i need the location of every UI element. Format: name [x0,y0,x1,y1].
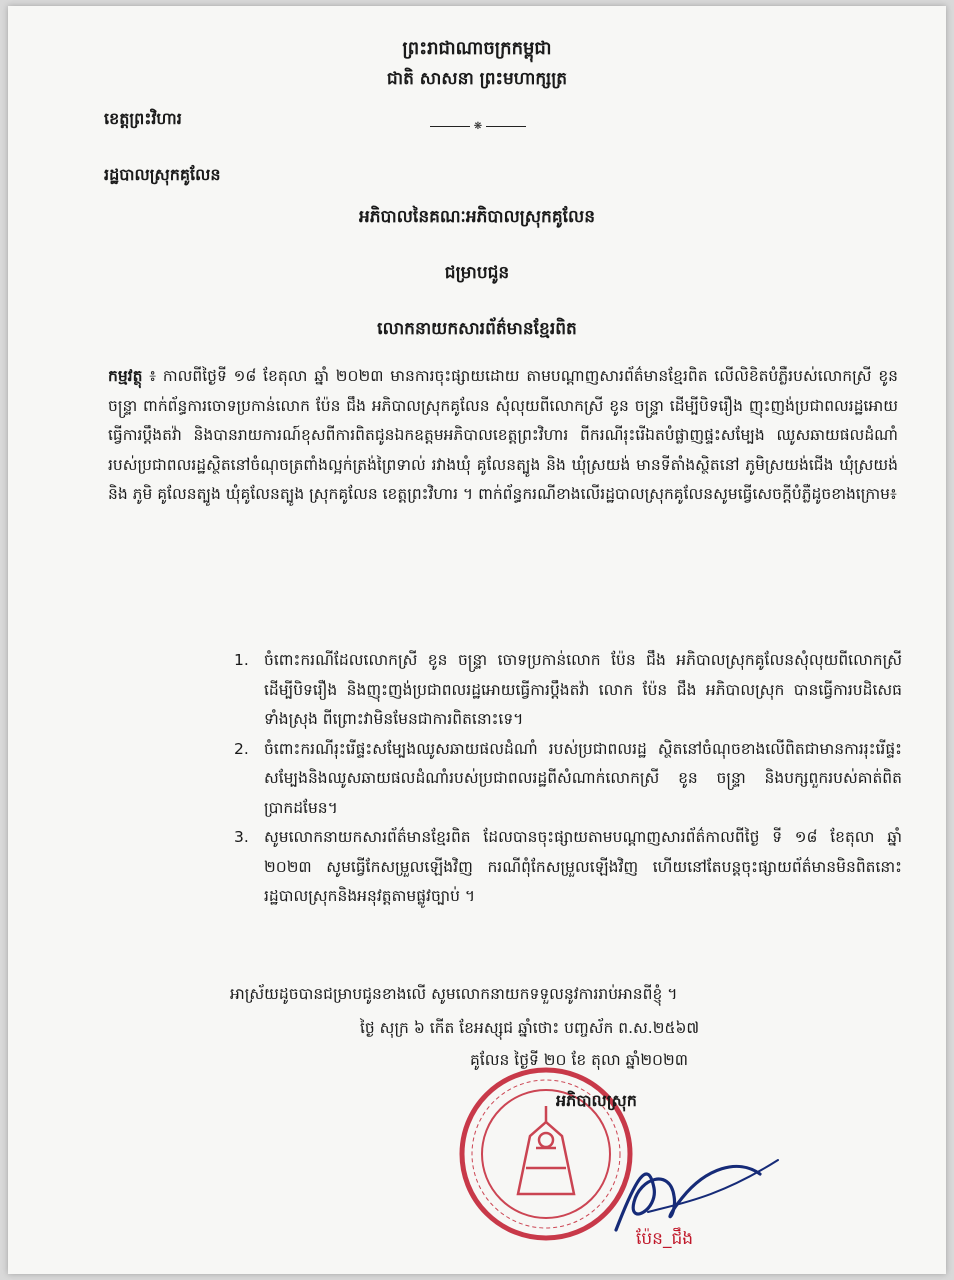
sender-administration: រដ្ឋបាលស្រុកគូលែន [104,165,221,184]
recipient: លោកនាយកសារព័ត៌មានខ្មែរពិត [377,319,577,339]
list-item-number: 3. [234,828,249,846]
gregorian-date: គូលែន ថ្ងៃទី ២០ ខែ តុលា ឆ្នាំ២០២៣ [470,1051,689,1069]
list-item-text: សូមលោកនាយកសារព័ត៌មានខ្មែរពិត ដែលបានចុះផ្សាយតាមបណ្តាញសារព័ត៌កាលពីថ្ងៃ ទី ១៨ ខែតុលា ឆ្នាំ ២០២៣ សូមធ្វើកែសម្រួលឡើងវិញ ករណីពុំកែសម្រួលឡើងវិញ ហើយនៅតែបន្តចុះផ្សាយព័ត៌មានមិនពិតនោះ រដ្ឋបាលស្រុកនិងអនុវត្តតាមផ្លូវច្បាប់ ។ [264,828,902,905]
lunar-date: ថ្ងៃ សុក្រ ៦ កើត ខែអស្សុជ ឆ្នាំថោះ បញ្ចស័ក ព.ស.២៥៦៧ [360,1019,700,1037]
list-item [234,735,902,824]
document-page [8,6,946,1274]
list-item-number: 2. [234,739,249,758]
kingdom-title: ព្រះរាជាណាចក្រកម្ពុជា [402,38,552,59]
from-line: អភិបាលនៃគណៈអភិបាលស្រុកគូលែន [358,207,596,227]
list-item [234,646,902,735]
list-item-text: ចំពោះករណីដែលលោកស្រី ខូន ចន្ទ្រា ចោទប្រកាន់លោក ប៉ែន ជឹង អភិបាលស្រុកគូលែនសុំលុយពីលោកស្រី ដើម្បីបិទរឿង និងញុះញង់ប្រជាពលរដ្ឋអោយធ្វើការប្តឹងតវ៉ា លោក ប៉ែន ជឹង អភិបាលស្រុក បានធ្វើការបដិសេធទាំងស្រុង ពីព្រោះវាមិនមែនជាការពិតនោះទេ។ [264,651,902,728]
list-item-text: ចំពោះករណីរុះរើផ្ទះសម្បែងឈូសឆាយផលដំណាំ របស់ប្រជាពលរដ្ឋ ស្ថិតនៅចំណុចខាងលើពិតជាមានការរុះរើផ្ទះសម្បែងនិងឈូសឆាយផលដំណាំរបស់ប្រជាពលរដ្ឋពីសំណាក់លោកស្រី ខូន ចន្ទ្រា និងបក្សពួករបស់គាត់ពិតប្រាកដមែន។ [264,739,902,817]
sender-province: ខេត្តព្រះវិហារ [104,109,182,128]
to-label: ជម្រាបជូន [444,263,510,283]
signer-name: ប៉ែន_ជឹង [636,1229,694,1249]
closing-line: អាស្រ័យដូចបានជម្រាបជូនខាងលើ សូមលោកនាយកទទួលនូវការរាប់អានពីខ្ញុំ ។ [230,985,678,1003]
subject-text: ៖ កាលពីថ្ងៃទី ១៨ ខែតុលា ឆ្នាំ ២០២៣ មានការចុះផ្សាយដោយ តាមបណ្តាញសារព័ត៌មានខ្មែរពិត លើលិខិតបំភ្លឺរបស់លោកស្រី ខូន ចន្ទ្រា ពាក់ព័ន្ធការចោទប្រកាន់លោក ប៉ែន ជឹង អភិបាលស្រុកគូលែន សុំលុយពីលោកស្រី ខូន ចន្ទ្រា ដើម្បីបិទរឿង ញុះញង់ប្រជាពលរដ្ឋអោយធ្វើការប្តឹងតវ៉ា និងបានរាយការណ៍ខុសពីការពិតជូនឯកឧត្តមអភិបាលខេត្តព្រះវិហារ ពីករណីរុះរើឯតបំផ្លាញផ្ទះសម្បែង ឈូសឆាយផលដំណាំរបស់ប្រជាពលរដ្ឋស្ថិតនៅចំណុចត្រពាំងល្អក់ត្រង់ព្រៃទាល់ រវាងឃុំ គូលែនត្បូង និង ឃុំស្រយង់ មានទីតាំងស្ថិតនៅ ភូមិស្រយង់ជើង ឃុំស្រយង់ និង ភូមិ គូលែនត្បូង ឃុំគូលែនត្បូង ស្រុកគូលែន ខេត្តព្រះវិហារ ។ ពាក់ព័ន្ធករណីខាងលើរដ្ឋបាលស្រុកគូលែនសូមធ្វើសេចក្តីបំភ្លឺដូចខាងក្រោម៖ [108,367,898,503]
subject-paragraph [108,362,898,510]
list-item-number: 1. [234,651,249,669]
clarification-list [234,646,902,912]
list-item [234,823,902,912]
subject-label: កម្មវត្ថុ [108,367,143,385]
ornament-icon: ❋ [430,122,526,132]
signature-title: អភិបាលស្រុក [556,1091,637,1110]
national-motto: ជាតិ សាសនា ព្រះមហាក្សត្រ [386,69,568,89]
